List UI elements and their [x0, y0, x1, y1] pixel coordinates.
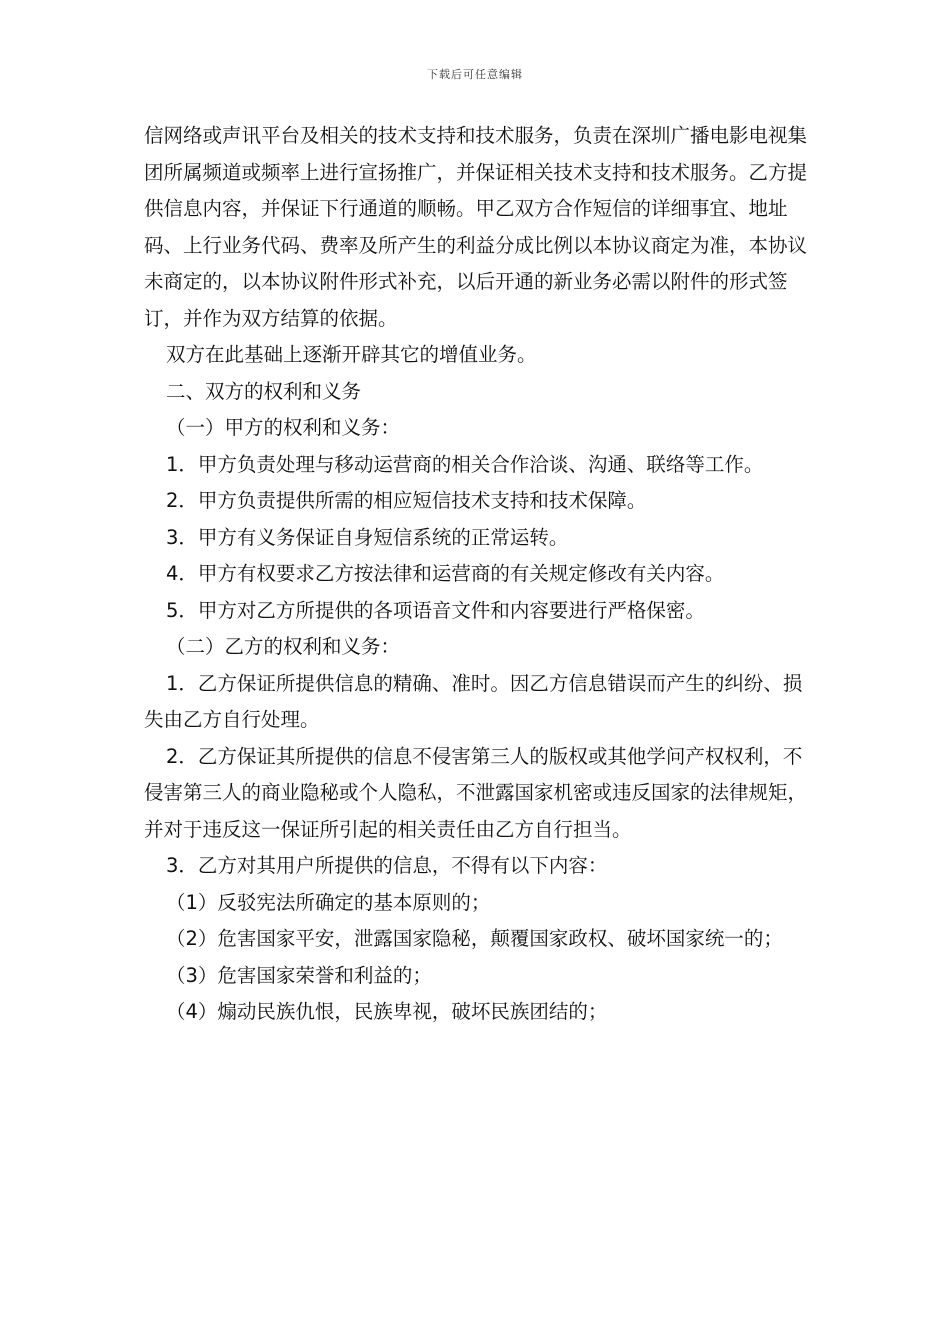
subsection-heading: （二）乙方的权利和义务：	[166, 635, 401, 658]
list-item: 3．乙方对其用户所提供的信息，不得有以下内容：	[166, 854, 608, 877]
list-item: 3．甲方有义务保证自身短信系统的正常运转。	[166, 525, 569, 549]
document-body	[144, 118, 812, 1031]
section-heading: 二、双方的权利和义务	[166, 379, 362, 403]
sub-list-item: （3）危害国家荣誉和利益的；	[166, 963, 432, 987]
paragraph: 双方在此基础上逐渐开辟其它的增值业务。	[166, 343, 537, 366]
list-item: 1．乙方保证所提供信息的精确、准时。因乙方信息错误而产生的纠纷、损失由乙方自行处理。	[144, 671, 803, 731]
page-header: 下载后可任意编辑	[427, 68, 523, 81]
sub-list-item: （2）危害国家平安，泄露国家隐秘，颠覆国家政权、破坏国家统一的；	[166, 927, 783, 950]
list-item: 1．甲方负责处理与移动运营商的相关合作洽谈、沟通、联络等工作。	[166, 452, 764, 476]
list-item: 2．甲方负责提供所需的相应短信技术支持和技术保障。	[166, 489, 647, 512]
list-item: 4．甲方有权要求乙方按法律和运营商的有关规定修改有关内容。	[166, 562, 725, 585]
paragraph-continuation: 信网络或声讯平台及相关的技术支持和技术服务，负责在深圳广播电影电视集团所属频道或频率上进行宣扬推广，并保证相关技术支持和技术服务。乙方提供信息内容，并保证下行通道的顺畅。甲乙双方合作短信的详细事宜、地址码、上行业务代码、费率及所产生的利益分成比例以本协议商定为准，本协议未商定的，以本协议附件形式补充，以后开通的新业务必需以附件的形式签订，并作为双方结算的依据。	[144, 124, 808, 330]
sub-list-item: （1）反驳宪法所确定的基本原则的；	[166, 890, 491, 914]
list-item: 2．乙方保证其所提供的信息不侵害第三人的版权或其他学问产权权利，不侵害第三人的商业隐秘或个人隐私，不泄露国家机密或违反国家的法律规矩，并对于违反这一保证所引起的相关责任由乙方自行担当。	[144, 744, 808, 841]
list-item: 5．甲方对乙方所提供的各项语音文件和内容要进行严格保密。	[166, 598, 705, 622]
sub-list-item: （4）煽动民族仇恨，民族卑视，破坏民族团结的；	[166, 1000, 608, 1023]
subsection-heading: （一）甲方的权利和义务：	[166, 416, 401, 439]
